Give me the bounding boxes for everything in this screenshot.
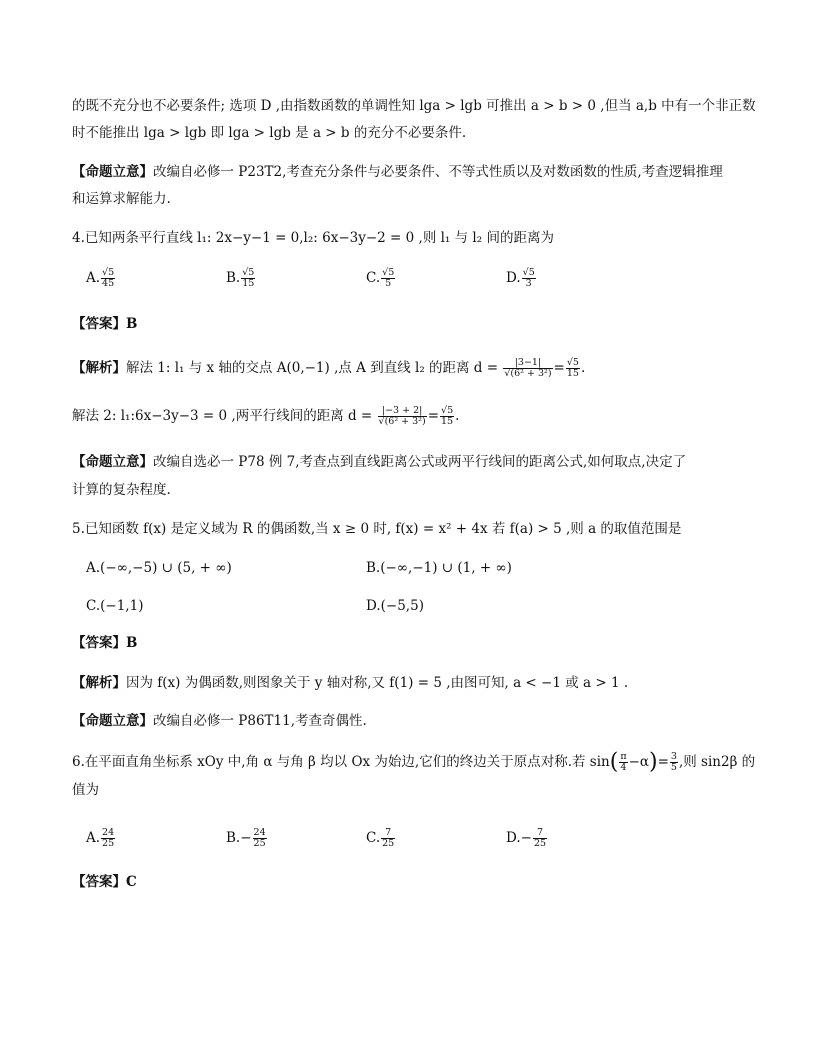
q4-analysis-1 <box>72 358 585 379</box>
q5-option-c <box>86 596 143 616</box>
analysis-text: 解法 1: l₁ 与 x 轴的交点 A(0,−1) ,点 A 到直线 l₂ 的距离 d = <box>126 360 499 376</box>
answer-value: B <box>126 316 138 332</box>
q6-stem-end: ,则 sin2β 的 <box>678 754 756 770</box>
option-fraction <box>533 828 547 849</box>
distance-fraction <box>503 358 552 379</box>
q4-option-b <box>226 268 256 289</box>
q4-option-a <box>86 268 116 289</box>
q4-analysis-2 <box>72 406 459 427</box>
intent-tag: 【命题立意】 <box>72 164 153 180</box>
option-fraction <box>241 268 255 289</box>
frac-num: π <box>620 751 627 762</box>
frac-num: 3 <box>670 751 677 762</box>
frac-den: 3 <box>525 278 532 289</box>
option-fraction <box>381 828 395 849</box>
analysis-tag: 【解析】 <box>72 360 126 376</box>
intent-tag: 【命题立意】 <box>72 713 153 729</box>
option-label: B. <box>226 270 241 286</box>
option-label: B. <box>226 830 241 846</box>
period: . <box>580 360 586 376</box>
frac-num: √5 <box>522 267 535 278</box>
frac-num: √5 <box>566 357 579 368</box>
q5-intent <box>72 711 367 731</box>
prev-text-line-1: 的既不充分也不必要条件; 选项 D ,由指数函数的单调性知 lga > lgb 可推出 a > b > 0 ,但当 a,b 中有一个非正数 <box>72 98 756 114</box>
option-fraction <box>253 828 267 849</box>
q5-option-b <box>366 558 512 578</box>
result-fraction <box>566 358 580 379</box>
option-fraction <box>522 268 536 289</box>
q6-option-d <box>506 828 548 849</box>
period: . <box>455 408 460 424</box>
option-label: A. <box>86 270 101 286</box>
q5-answer <box>72 633 137 653</box>
option-label: C. <box>366 830 381 846</box>
option-label: A. <box>86 830 101 846</box>
q5-option-a <box>86 558 232 578</box>
q6-stem-text: 6.在平面直角坐标系 xOy 中,角 α 与角 β 均以 Ox 为始边,它们的终边关于原点对称.若 sin <box>72 754 610 770</box>
q4-option-c <box>366 268 396 289</box>
option-text: (−5,5) <box>380 598 424 614</box>
q6-option-a <box>86 828 116 849</box>
frac-num: |−3 + 2| <box>378 406 427 417</box>
frac-den: 4 <box>620 762 627 773</box>
q6-stem-line-2: 值为 <box>72 782 99 798</box>
value-fraction <box>670 752 678 773</box>
frac-den: 25 <box>533 838 547 849</box>
q3-intent-text: 改编自必修一 P23T2,考查充分条件与必要条件、不等式性质以及对数函数的性质,考查逻辑推理 <box>153 164 723 180</box>
frac-num: √5 <box>441 405 454 416</box>
option-sign: − <box>520 830 532 846</box>
frac-num: 7 <box>381 828 395 839</box>
analysis-tag: 【解析】 <box>72 675 126 691</box>
option-label: A. <box>86 560 101 576</box>
frac-num: 24 <box>102 827 115 838</box>
frac-den: 25 <box>253 838 266 849</box>
q5-stem: 5.已知函数 f(x) 是定义域为 R 的偶函数,当 x ≥ 0 时, f(x) = x² + 4x 若 f(a) > 5 ,则 a 的取值范围是 <box>72 521 682 537</box>
option-label: C. <box>86 598 101 614</box>
equals-sign: = <box>427 408 440 424</box>
option-label: D. <box>506 270 521 286</box>
q4-intent-line-2: 计算的复杂程度. <box>72 482 171 498</box>
answer-tag: 【答案】 <box>72 635 126 651</box>
frac-num: √5 <box>242 267 255 278</box>
q4-intent-line-1 <box>72 452 686 472</box>
analysis-text: 解法 2: l₁:6x−3y−3 = 0 ,两平行线间的距离 d = <box>72 408 373 424</box>
frac-den: 25 <box>102 838 115 849</box>
option-label: C. <box>366 270 381 286</box>
equals-sign: = <box>553 360 565 376</box>
answer-value: C <box>126 874 137 890</box>
option-fraction <box>381 268 395 289</box>
answer-tag: 【答案】 <box>72 316 126 332</box>
minus-alpha: −α <box>628 754 650 770</box>
q6-answer <box>72 872 137 892</box>
frac-den: √(6² + 3²) <box>378 416 426 427</box>
q4-option-d <box>506 268 537 289</box>
answer-value: B <box>126 635 138 651</box>
q3-intent-line-2: 和运算求解能力. <box>72 191 171 207</box>
frac-den: 15 <box>441 416 454 427</box>
right-paren: ) <box>649 749 658 775</box>
frac-num: 24 <box>253 827 266 838</box>
answer-tag: 【答案】 <box>72 874 126 890</box>
prev-text-line-2: 时不能推出 lga > lgb 即 lga > lgb 是 a > b 的充分不必要条件. <box>72 125 467 141</box>
frac-den: 5 <box>670 762 677 773</box>
frac-den: 25 <box>382 838 395 849</box>
frac-num: √5 <box>102 267 115 278</box>
option-label: B. <box>366 560 381 576</box>
option-sign: − <box>240 830 252 846</box>
equals-sign: = <box>657 754 669 770</box>
option-text: (−1,1) <box>100 598 144 614</box>
frac-den: 15 <box>242 278 255 289</box>
frac-den: 15 <box>566 368 579 379</box>
option-fraction <box>101 828 115 849</box>
q6-stem-line-1 <box>72 749 756 775</box>
pi-over-4-fraction <box>619 752 627 773</box>
q6-option-b <box>226 828 268 849</box>
intent-text: 改编自必修一 P86T11,考查奇偶性. <box>153 713 367 729</box>
option-text: (−∞,−5) ∪ (5, + ∞) <box>100 560 232 576</box>
option-fraction <box>101 268 115 289</box>
intent-tag: 【命题立意】 <box>72 454 153 470</box>
q4-answer <box>72 314 137 334</box>
option-label: D. <box>506 830 521 846</box>
option-label: D. <box>366 598 381 614</box>
q6-option-c <box>366 828 396 849</box>
frac-num: |3−1| <box>503 358 552 369</box>
distance-fraction <box>378 406 427 427</box>
frac-den: 45 <box>102 278 115 289</box>
q3-intent-line-1 <box>72 162 723 182</box>
frac-num: 7 <box>533 828 547 839</box>
frac-den: 5 <box>385 278 392 289</box>
frac-num: √5 <box>382 267 395 278</box>
intent-text: 改编自选必一 P78 例 7,考查点到直线距离公式或两平行线间的距离公式,如何取点,决定了 <box>153 454 687 470</box>
option-text: (−∞,−1) ∪ (1, + ∞) <box>380 560 512 576</box>
analysis-text: 因为 f(x) 为偶函数,则图象关于 y 轴对称,又 f(1) = 5 ,由图可知, a < −1 或 a > 1 . <box>126 675 629 691</box>
q4-stem: 4.已知两条平行直线 l₁: 2x−y−1 = 0,l₂: 6x−3y−2 = 0 ,则 l₁ 与 l₂ 间的距离为 <box>72 230 554 246</box>
result-fraction <box>440 406 454 427</box>
q5-analysis <box>72 673 628 693</box>
left-paren: ( <box>609 749 619 775</box>
q5-option-d <box>366 596 424 616</box>
frac-den: √(6² + 3²) <box>504 368 552 379</box>
